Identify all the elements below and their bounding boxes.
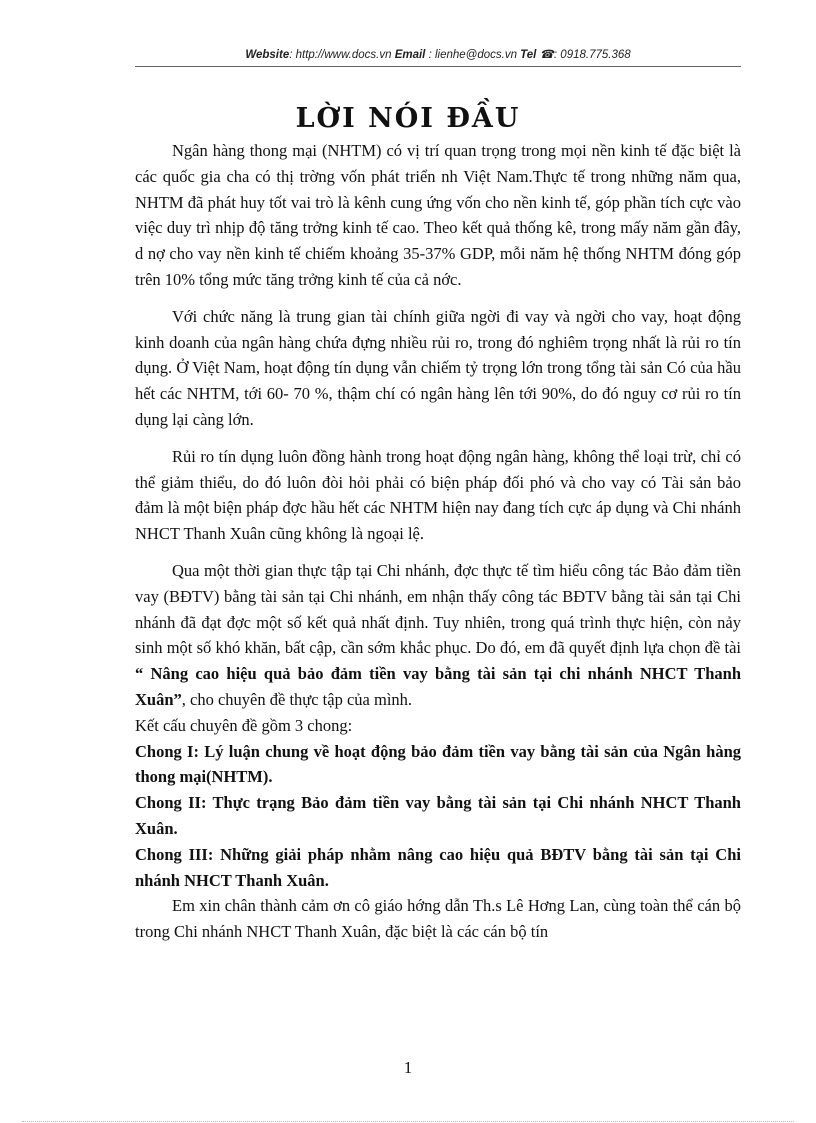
page-title: LỜI NÓI ĐẦU: [295, 103, 521, 134]
topic-tail-text: , cho chuyên đề thực tập của mình.: [181, 689, 413, 709]
email-value: : lienhe@docs.vn: [428, 49, 517, 61]
email-label: Email: [394, 49, 426, 61]
paragraph-intro: Ngân hàng thong mại (NHTM) có vị trí quan trọng trong mọi nền kinh tế đặc biệt là các quốc gia cha có thị trờng vốn phát triển nh Việt Nam.Thực tế trong những năm qua, NHTM đã phát huy tốt vai trò là kênh cung ứng vốn cho nền kinh tế, góp phần tích cực vào việc duy trì nhịp độ tăng trởng kinh tế cao. Theo kết quả thống kê, trong mấy năm gần đây, d nợ cho vay nền kinh tế chiếm khoảng 35-37% GDP, mỗi năm hệ thống NHTM đóng góp trên 10% tổng mức tăng trởng kinh tế của cả nớc.: [135, 141, 741, 289]
chapter-3: Chong III: Những giải pháp nhằm nâng cao hiệu quả BĐTV bằng tài sản tại Chi nhánh NHCT Thanh Xuân.: [135, 844, 741, 890]
topic-lead-text: Qua một thời gian thực tập tại Chi nhánh, đợc thực tế tìm hiểu công tác Bảo đảm tiền vay (BĐTV) bằng tài sản tại Chi nhánh, em nhận thấy công tác BĐTV bằng tài sản tại Chi nhánh đã đạt đợc một số kết quả nhất định. Tuy nhiên, trong quá trình thực hiện, còn nảy sinh một số khó khăn, bất cập, cần sớm khắc phục. Do đó, em đã quyết định lựa chọn đề tài: [135, 560, 741, 658]
page-header: [135, 47, 741, 63]
website-label: Website: [245, 49, 290, 61]
paragraph-topic: [135, 558, 741, 713]
website-value: : http://www.docs.vn: [289, 49, 392, 61]
header-divider: [135, 66, 741, 67]
paragraph-credit-risk: Với chức năng là trung gian tài chính giữa ngời đi vay và ngời cho vay, hoạt động kinh doanh của ngân hàng chứa đựng nhiều rủi ro, trong đó nghiêm trọng nhất là rủi ro tín dụng. Ở Việt Nam, hoạt động tín dụng vẫn chiếm tỷ trọng lớn trong tổng tài sản Có của hầu hết các NHTM, tới 60- 70 %, thậm chí có ngân hàng lên tới 90%, do đó nguy cơ rủi ro tín dụng lại càng lớn.: [135, 306, 741, 429]
phone-icon: ☎: [539, 49, 554, 61]
chapter-2: Chong II: Thực trạng Bảo đảm tiền vay bằng tài sản tại Chi nhánh NHCT Thanh Xuân.: [135, 793, 741, 838]
page-bottom-border: [22, 1121, 794, 1122]
tel-value: : 0918.775.368: [553, 49, 631, 61]
paragraph-thanks: Em xin chân thành cảm ơn cô giáo hớng dẫn Th.s Lê Hơng Lan, cùng toàn thể cán bộ trong Chi nhánh NHCT Thanh Xuân, đặc biệt là các cán bộ tín: [135, 896, 741, 942]
page-number: 1: [403, 1058, 413, 1077]
topic-title: “ Nâng cao hiệu quả bảo đảm tiền vay bằng tài sản tại chi nhánh NHCT Thanh Xuân”: [135, 664, 741, 709]
chapter-1: Chong I: Lý luận chung về hoạt động bảo đảm tiền vay bằng tài sản của Ngân hàng thong mại(NHTM).: [135, 741, 741, 787]
tel-label: Tel: [520, 49, 537, 61]
paragraph-collateral: Rủi ro tín dụng luôn đồng hành trong hoạt động ngân hàng, không thể loại trừ, chỉ có thể giảm thiểu, do đó luôn đòi hỏi phải có biện pháp đối phó và cho vay có Tài sản bảo đảm là một biện pháp đợc hầu hết các NHTM hiện nay đang tích cực áp dụng và Chi nhánh NHCT Thanh Xuân cũng không là ngoại lệ.: [135, 446, 741, 544]
structure-intro: Kết cấu chuyên đề gồm 3 chong:: [135, 715, 353, 735]
document-body: [135, 138, 741, 945]
